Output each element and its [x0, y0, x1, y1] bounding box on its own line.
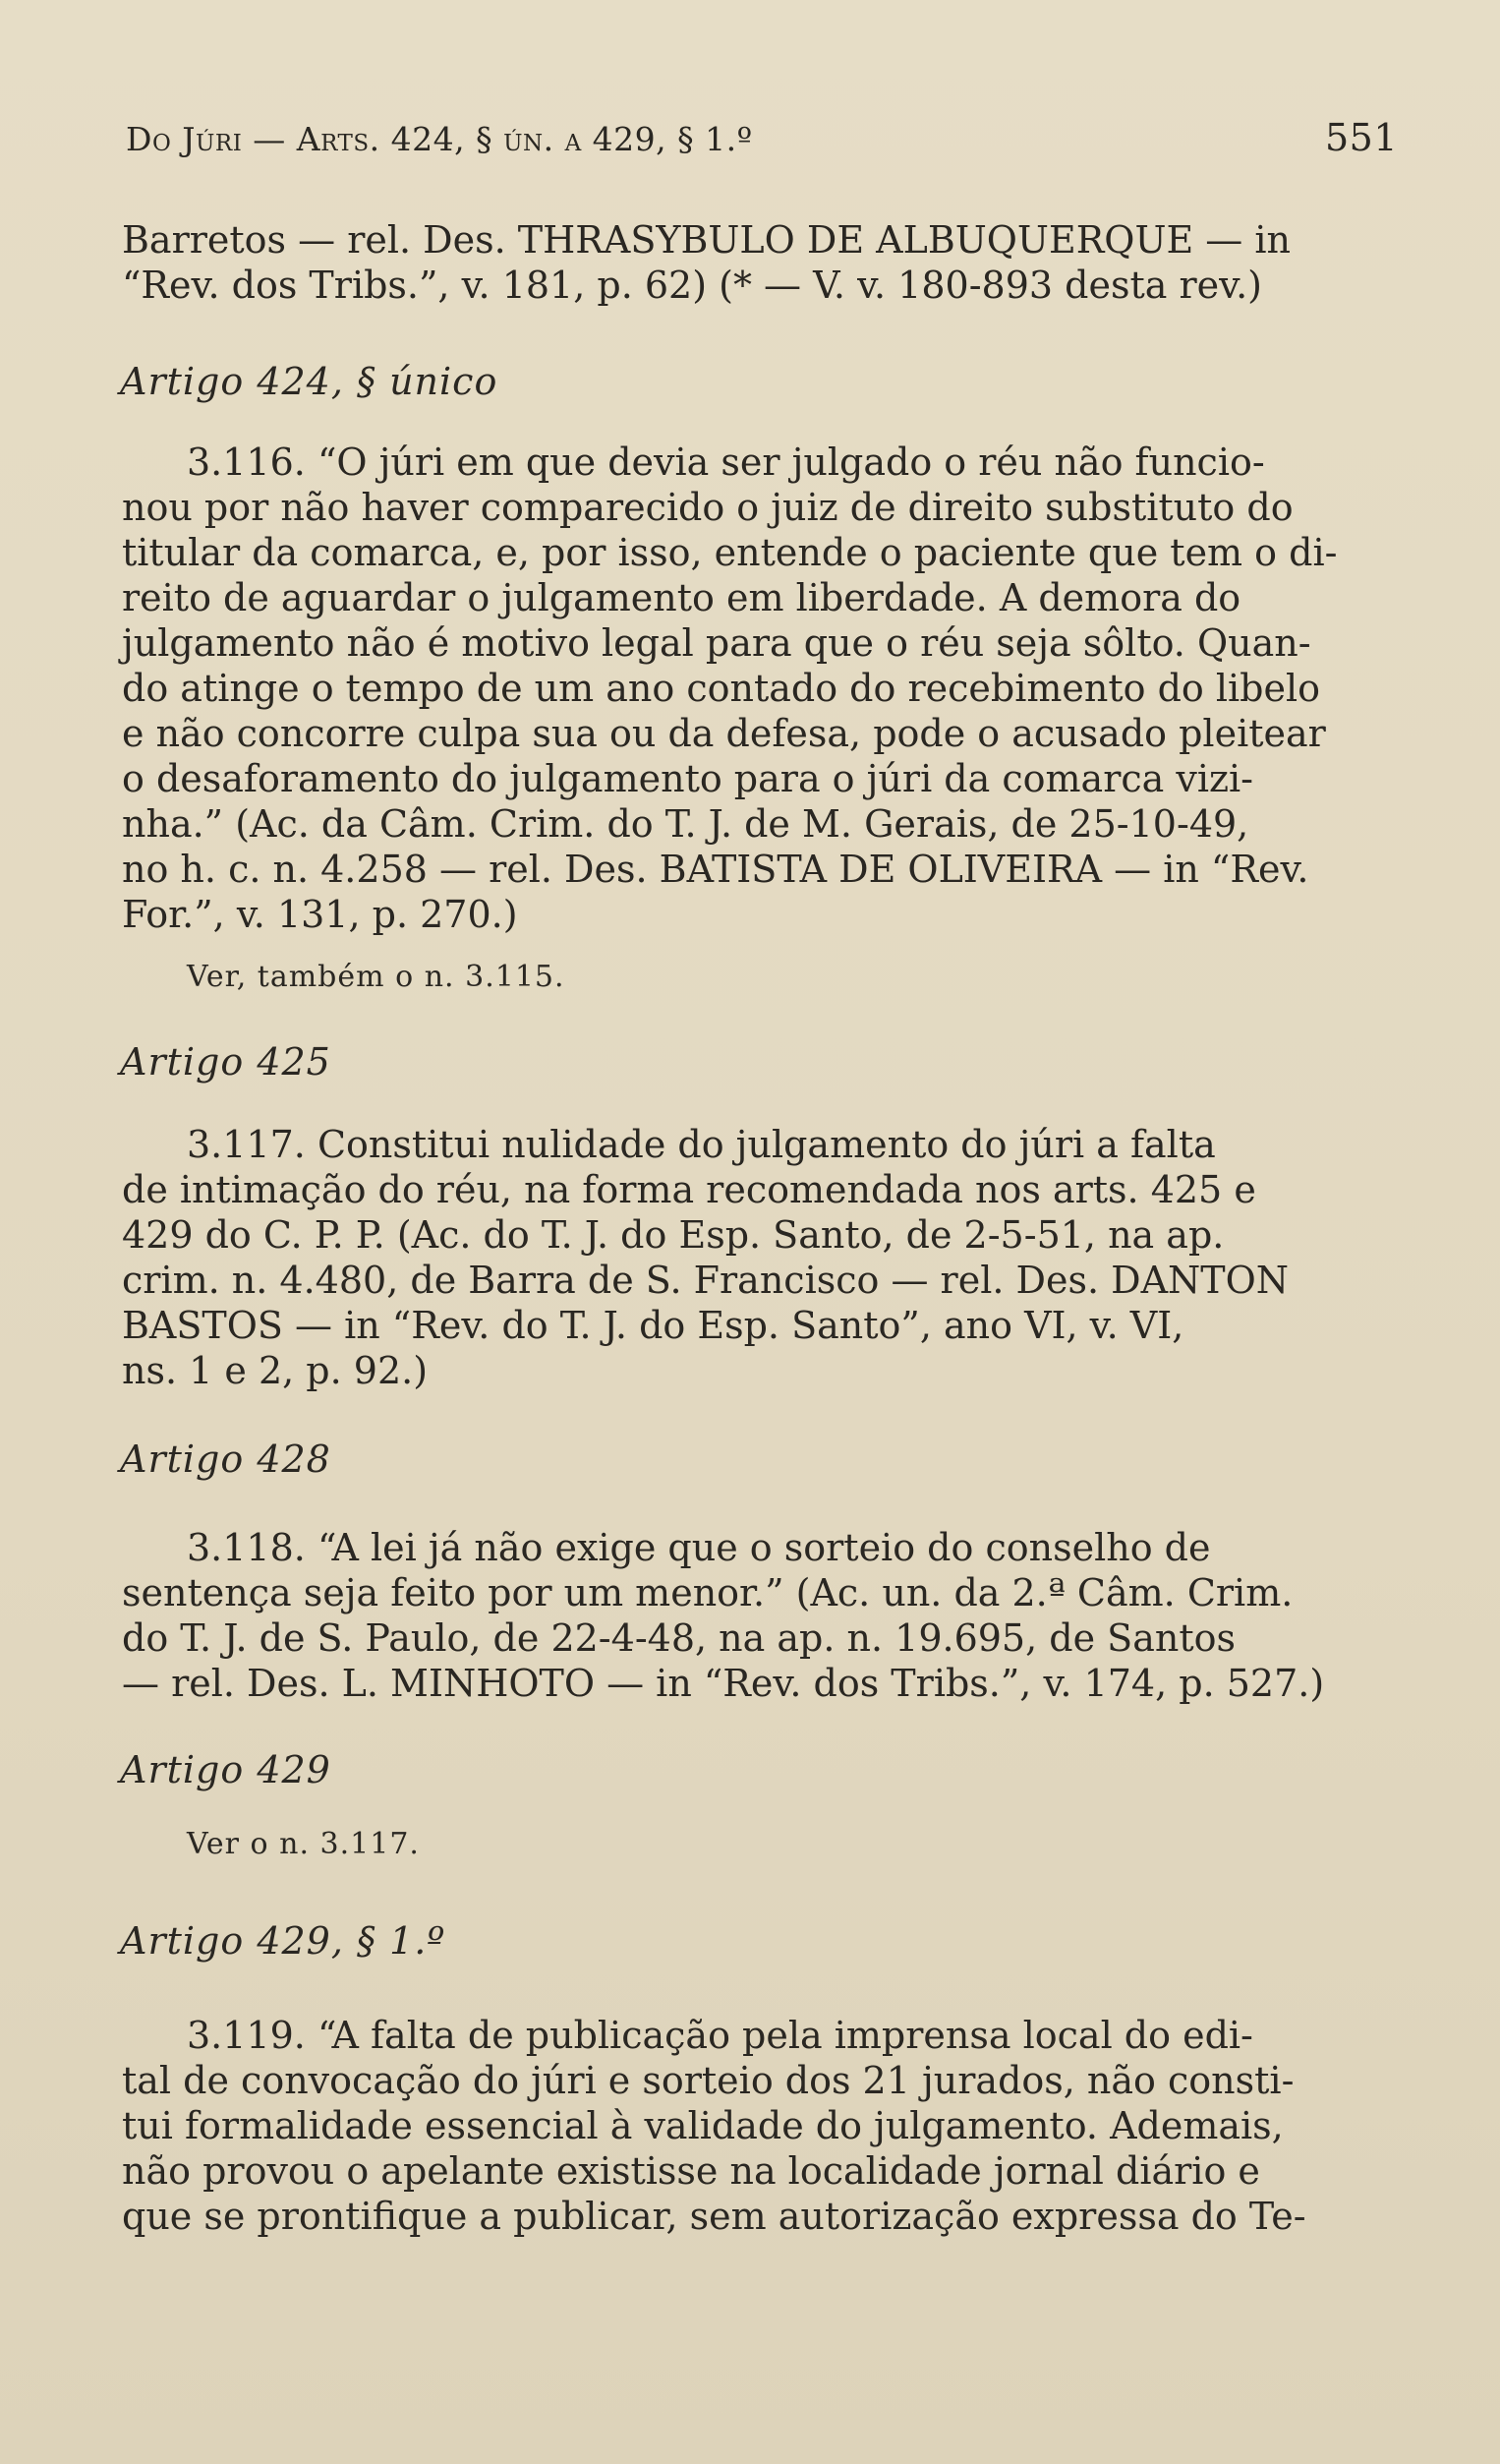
paragraph-first-line: 3.117. Constitui nulidade do julgamento do júri a falta — [187, 1123, 1216, 1166]
text-line: ns. 1 e 2, p. 92.) — [122, 1349, 429, 1392]
text-line: tal de convocação do júri e sorteio dos 21 jurados, não consti- — [122, 2059, 1295, 2102]
text-line: o desaforamento do julgamento para o júri da comarca vizi- — [122, 757, 1254, 800]
text-line: reito de aguardar o julgamento em liberdade. A demora do — [122, 576, 1241, 619]
text-line: nha.” (Ac. da Câm. Crim. do T. J. de M. Gerais, de 25-10-49, — [122, 802, 1249, 846]
text-line: crim. n. 4.480, de Barra de S. Francisco — rel. Des. DANTON — [122, 1259, 1290, 1302]
header-title: Do Júri — Arts. 424, § ún. a 429, § 1.º — [126, 120, 753, 158]
text-line: julgamento não é motivo legal para que o réu seja sôlto. Quan- — [122, 621, 1311, 665]
text-line: no h. c. n. 4.258 — rel. Des. BATISTA DE OLIVEIRA — in “Rev. — [122, 848, 1309, 891]
text-line: nou por não haver comparecido o juiz de direito substituto do — [122, 486, 1294, 529]
page-number: 551 — [1324, 116, 1398, 159]
running-header — [126, 116, 1398, 159]
cross-reference: Ver o n. 3.117. — [187, 1827, 420, 1861]
text-line: tui formalidade essencial à validade do julgamento. Ademais, — [122, 2104, 1284, 2147]
section-heading: Artigo 424, § único — [120, 360, 498, 403]
text-line: do T. J. de S. Paulo, de 22-4-48, na ap. n. 19.695, de Santos — [122, 1616, 1236, 1660]
text-line: do atinge o tempo de um ano contado do recebimento do libelo — [122, 667, 1321, 710]
paragraph-first-line: 3.118. “A lei já não exige que o sorteio do conselho de — [187, 1526, 1211, 1569]
text-line: 429 do C. P. P. (Ac. do T. J. do Esp. Santo, de 2-5-51, na ap. — [122, 1213, 1225, 1257]
section-heading: Artigo 425 — [120, 1040, 331, 1084]
text-line: não provou o apelante existisse na localidade jornal diário e — [122, 2149, 1260, 2193]
section-heading: Artigo 429, § 1.º — [120, 1919, 446, 1963]
text-line: For.”, v. 131, p. 270.) — [122, 893, 518, 936]
text-line: e não concorre culpa sua ou da defesa, pode o acusado pleitear — [122, 712, 1326, 755]
section-heading: Artigo 429 — [120, 1748, 331, 1791]
text-line: BASTOS — in “Rev. do T. J. do Esp. Santo”, ano VI, v. VI, — [122, 1304, 1184, 1347]
text-line: sentença seja feito por um menor.” (Ac. un. da 2.ª Câm. Crim. — [122, 1571, 1294, 1614]
text-line: “Rev. dos Tribs.”, v. 181, p. 62) (* — V. v. 180-893 desta rev.) — [122, 264, 1263, 307]
cross-reference: Ver, também o n. 3.115. — [187, 960, 565, 994]
text-line: de intimação do réu, na forma recomendada nos arts. 425 e — [122, 1168, 1256, 1211]
text-line: que se prontifique a publicar, sem autorização expressa do Te- — [122, 2195, 1306, 2238]
section-heading: Artigo 428 — [120, 1437, 331, 1481]
paragraph-first-line: 3.119. “A falta de publicação pela imprensa local do edi- — [187, 2014, 1253, 2057]
text-line: — rel. Des. L. MINHOTO — in “Rev. dos Tribs.”, v. 174, p. 527.) — [122, 1662, 1325, 1705]
text-line: titular da comarca, e, por isso, entende o paciente que tem o di- — [122, 531, 1338, 574]
paragraph-first-line: 3.116. “O júri em que devia ser julgado o réu não funcio- — [187, 440, 1265, 484]
text-line: Barretos — rel. Des. THRASYBULO DE ALBUQUERQUE — in — [122, 218, 1292, 262]
